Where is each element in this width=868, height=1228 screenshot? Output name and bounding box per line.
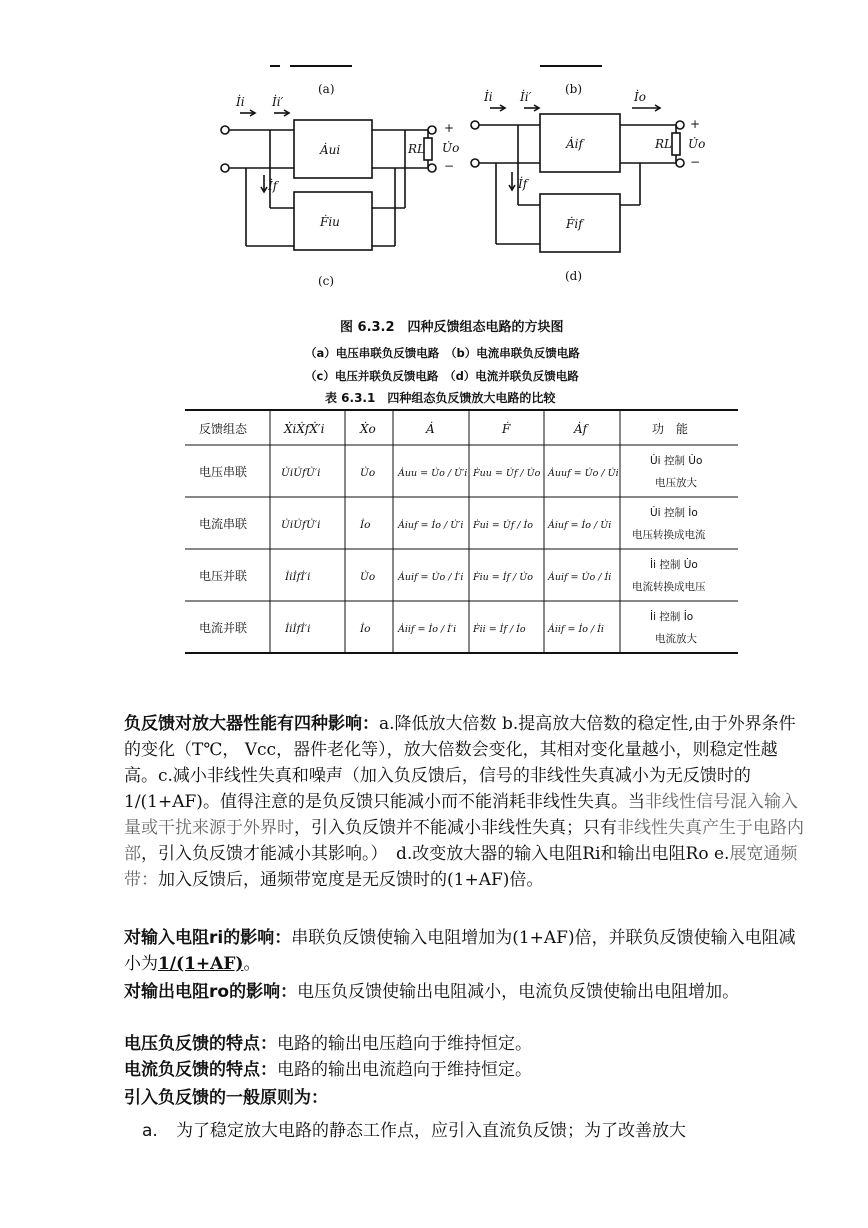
paragraph-effects-gray-1: 非线性信号混入输入量或干扰来源于外界时 (124, 792, 798, 838)
th-xo: Ẋo (360, 422, 376, 436)
circuit-c (221, 110, 436, 250)
table-row-2-config: 电流串联 (199, 517, 248, 531)
th-config: 反馈组态 (199, 422, 248, 436)
table-row-2-F: Ḟui = U̇f / İo (473, 520, 533, 531)
table-row-3-A: Ȧuif = U̇o / İ′i (398, 572, 464, 583)
figure-caption-line2: （c）电压并联负反馈电路 （d）电流并联负反馈电路 (305, 369, 579, 383)
table-row-4-xo: İo (360, 623, 371, 635)
table-row-1-func2: 电压放大 (655, 477, 697, 489)
label-Ii-c: İi (236, 95, 245, 109)
paragraph-output-resistance (124, 979, 804, 1005)
label-Uo-d: U̇o (688, 137, 706, 151)
table-row-2-A: Ȧiuf = İo / U̇′i (398, 520, 464, 531)
paragraph-input-resistance (124, 925, 804, 977)
panel-label-c: (c) (318, 274, 335, 288)
paragraph-principles (124, 1085, 804, 1111)
table-row-1-func1: U̇i 控制 U̇o (650, 455, 703, 467)
circuit-c-labels (235, 94, 459, 229)
panel-label-d: (d) (565, 269, 583, 283)
table-row-1-Af: Ȧuuf = U̇o / U̇i (548, 468, 619, 479)
paragraph-input-underlined: 1/(1+AF) (158, 954, 244, 974)
table-row-1-xo: U̇o (360, 467, 376, 479)
th-function: 功 能 (652, 422, 689, 436)
table-row-2-xo: İo (360, 519, 371, 531)
label-Ii-prime-c: İi′ (272, 95, 284, 109)
list-item-a-marker: a. (142, 1121, 158, 1141)
table-row-1-A: Ȧuu = U̇o / U̇′i (398, 468, 468, 479)
paragraph-output-heading: 对输出电阻ro的影响： (124, 982, 298, 1002)
paragraph-effects-text-d: 加入反馈后，通频带宽度是无反馈时的(1+AF)倍。 (158, 870, 544, 890)
table-row-4-x: İiİfİ′i (285, 623, 311, 635)
panel-label-a: (a) (318, 82, 335, 96)
circuit-d-labels (483, 89, 705, 231)
label-RL-c: RL (408, 142, 426, 156)
figure-caption-line1: （a）电压串联负反馈电路 （b）电流串联负反馈电路 (305, 346, 580, 360)
paragraph-effects (124, 711, 804, 893)
figure-caption-title: 图 6.3.2 四种反馈组态电路的方块图 (340, 320, 564, 335)
table-headers (199, 421, 688, 436)
block-label-amp-d: Ȧif (566, 137, 583, 151)
paragraph-output-text: 电压负反馈使输出电阻减小，电流负反馈使输出电阻增加。 (297, 982, 740, 1002)
block-label-amp-c: Ȧui (320, 143, 341, 157)
paragraph-effects-text-b: ，引入负反馈并不能减小非线性失真；只有 (294, 818, 617, 838)
table-row-4-A: Ȧiif = İo / İ′i (398, 624, 457, 635)
paragraph-voltage-feedback (124, 1031, 804, 1057)
label-RL-d: RL (655, 137, 673, 151)
label-minus-c: − (444, 159, 455, 173)
paragraph-principles-heading: 引入负反馈的一般原则为： (124, 1088, 328, 1108)
label-Ii-prime-d: İi′ (520, 90, 532, 104)
table-row-4-func1: İi 控制 İo (650, 611, 694, 623)
label-Io-d: İo (634, 90, 646, 104)
table-row-3-F: Ḟiu = İf / U̇o (473, 572, 533, 583)
label-minus-d: − (690, 155, 701, 169)
th-Af: Ȧf (574, 422, 588, 436)
block-label-fb-c: Ḟiu (320, 215, 340, 229)
table-title: 表 6.3.1 四种组态负反馈放大电路的比较 (325, 391, 556, 405)
table-row-4-func2: 电流放大 (655, 633, 697, 645)
table-row-4-config: 电流并联 (199, 621, 248, 635)
list-item-a (142, 1118, 802, 1144)
paragraph-effects-heading: 负反馈对放大器性能有四种影响： (124, 714, 379, 734)
table-row-2-func2: 电压转换成电流 (632, 529, 706, 541)
table-row-4-F: Ḟii = İf / İo (473, 624, 526, 635)
label-plus-c: + (444, 121, 455, 135)
paragraph-voltage-text: 电路的输出电压趋向于维持恒定。 (277, 1034, 532, 1054)
paragraph-input-heading: 对输入电阻ri的影响： (124, 928, 292, 948)
table-row-2-Af: Ȧiuf = İo / U̇i (548, 520, 612, 531)
list-item-a-text: 为了稳定放大电路的静态工作点，应引入直流负反馈；为了改善放大 (176, 1121, 686, 1141)
paragraph-current-feedback (124, 1057, 804, 1083)
table-row-1-config: 电压串联 (199, 465, 248, 479)
paragraph-effects-gray-2: 非线性失真产生于电路内部 (124, 818, 804, 864)
label-If-d: İf (518, 177, 528, 191)
paragraph-input-text-b: 。 (243, 954, 261, 974)
paragraph-effects-text-a: a.降低放大倍数 b.提高放大倍数的稳定性,由于外界条件的变化（T℃， Vcc，器件老化等），放大倍数会变化，其相对变化量越小，则稳定性越高。c.减小非线性失真和噪声（加入负反馈后，信号的非线性失真减小为无反馈时的1/(1+AF)。值得注意的是负反馈只能减小而不能消耗非线性失真。当 (124, 714, 796, 812)
table-row-1-F: Ḟuu = U̇f / U̇o (473, 468, 541, 479)
table-row-3-func2: 电流转换成电压 (632, 581, 706, 593)
label-Uo-c: U̇o (442, 141, 460, 155)
label-If-c: İf (268, 179, 278, 193)
paragraph-effects-text-c: ，引入负反馈才能减小其影响。） d.改变放大器的输入电阻Ri和输出电阻Ro e. (141, 844, 730, 864)
paragraph-input-text-a: 串联负反馈使输入电阻增加为(1+AF)倍，并联负反馈使输入电阻减小为 (124, 928, 796, 974)
th-xixfxi: ẊiẊfẊ′i (284, 422, 325, 436)
th-F: Ḟ (502, 422, 511, 436)
paragraph-voltage-heading: 电压负反馈的特点： (124, 1034, 277, 1054)
block-label-fb-d: Ḟif (566, 217, 583, 231)
table-row-2-x: U̇iU̇fU̇′i (281, 519, 321, 531)
paragraph-current-text: 电路的输出电流趋向于维持恒定。 (277, 1060, 532, 1080)
table-row-3-config: 电压并联 (199, 569, 248, 583)
table-row-3-Af: Ȧuif = U̇o / İi (548, 572, 612, 583)
th-A: Ȧ (426, 422, 435, 436)
label-plus-d: + (690, 117, 701, 131)
table-row-4-Af: Ȧiif = İo / İi (548, 624, 604, 635)
label-Ii-d: İi (484, 90, 493, 104)
paragraph-current-heading: 电流负反馈的特点： (124, 1060, 277, 1080)
table-row-3-x: İiİfİ′i (285, 571, 311, 583)
paragraph-effects-gray-3: 展宽通频带： (124, 844, 798, 890)
table-row-3-func1: İi 控制 U̇o (650, 559, 698, 571)
table-row-1-x: U̇iU̇fU̇′i (281, 467, 321, 479)
table-row-2-func1: U̇i 控制 İo (650, 507, 698, 519)
panel-label-b: (b) (565, 82, 583, 96)
table-row-3-xo: U̇o (360, 571, 376, 583)
